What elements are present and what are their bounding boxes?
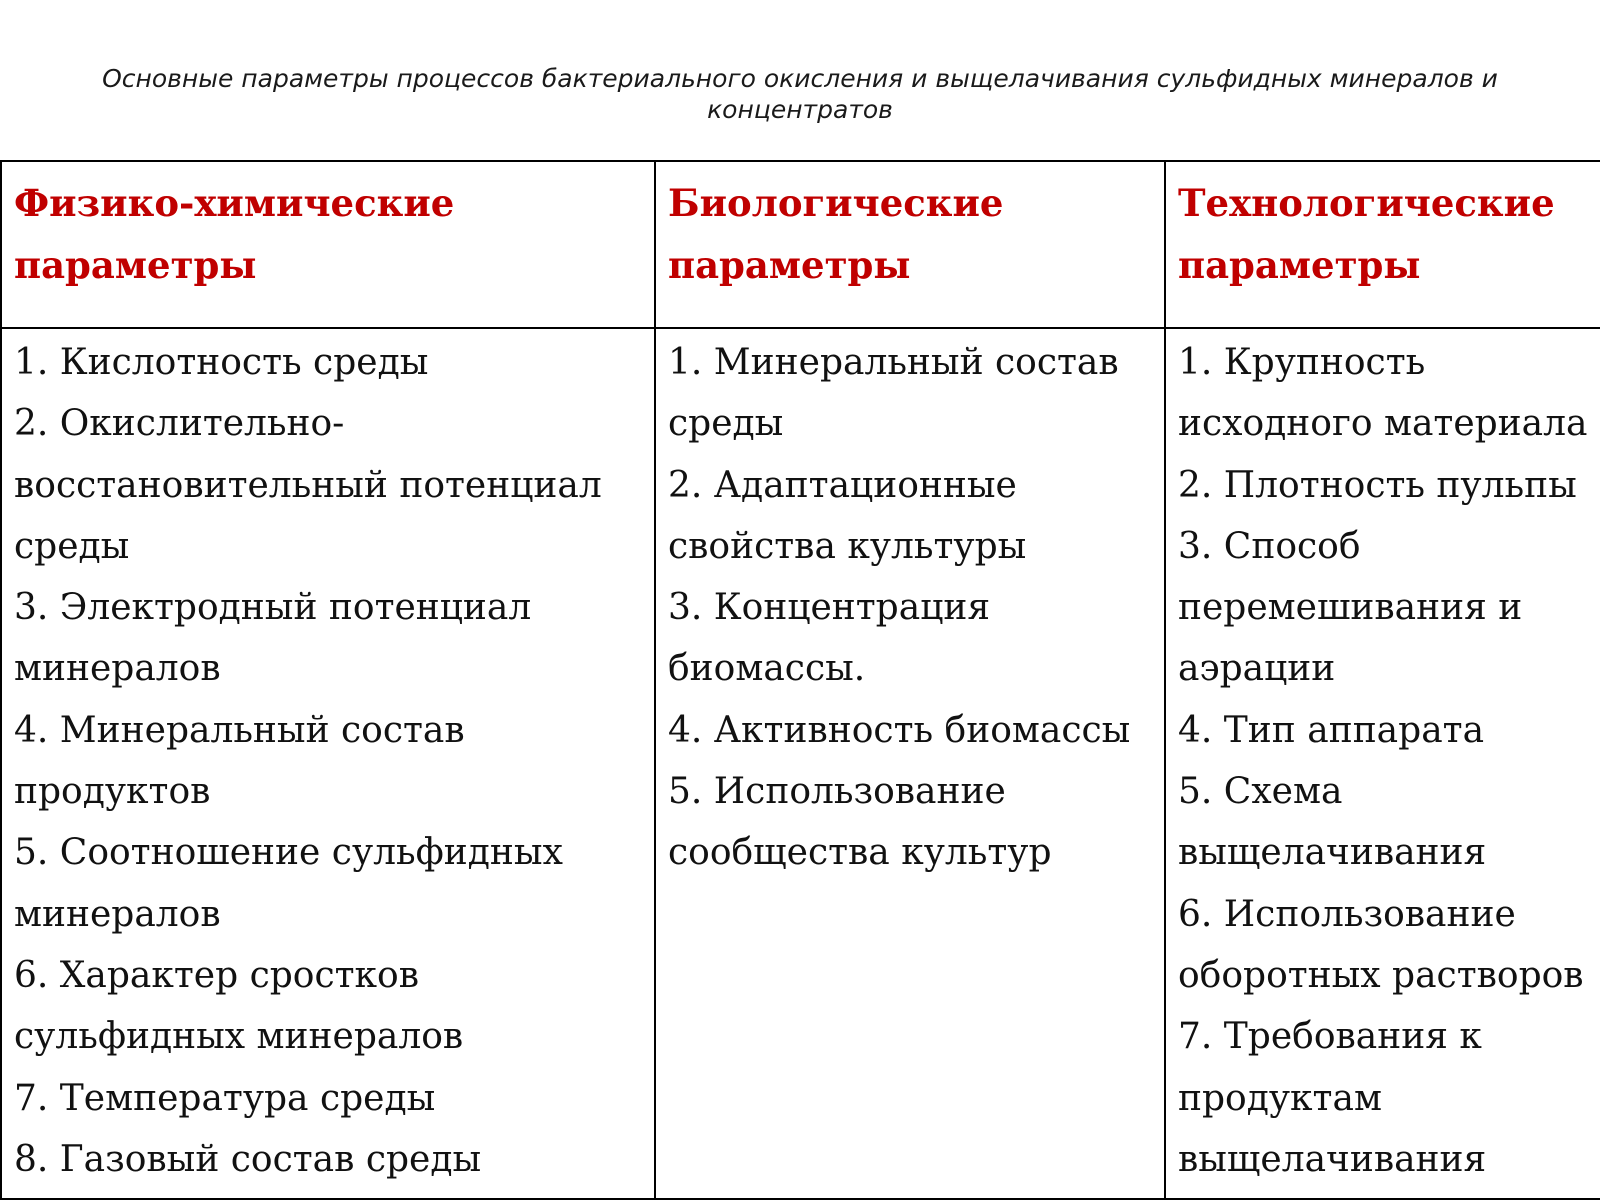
- page-title: Основные параметры процессов бактериального окисления и выщелачивания сульфидных минералов и концентратов: [102, 64, 1498, 124]
- header-label-line1: Физико-химические: [14, 181, 455, 225]
- list-item: 3. Способ перемешивания и аэрации: [1178, 525, 1523, 690]
- list-item: 7. Требования к продуктам выщелачивания: [1178, 1016, 1487, 1180]
- list-item: 1. Крупность исходного материала: [1178, 342, 1588, 445]
- list-item: 5. Схема выщелачивания: [1178, 771, 1487, 874]
- parameters-table: [0, 160, 1600, 1200]
- list-item: 1. Минеральный состав среды: [668, 342, 1119, 445]
- biological-list: [668, 332, 1154, 884]
- list-item: 3. Концентрация биомассы.: [668, 587, 991, 690]
- header-label-line2: параметры: [14, 243, 257, 287]
- header-label-line1: Биологические: [668, 181, 1004, 225]
- table-header-row: [1, 161, 1600, 328]
- header-physico-chemical: [1, 161, 655, 328]
- list-item: 5. Соотношение сульфидных минералов: [14, 832, 563, 935]
- header-label-line2: параметры: [668, 243, 911, 287]
- list-item: 8. Газовый состав среды: [14, 1138, 482, 1180]
- list-item: 2. Адаптационные свойства культуры: [668, 464, 1027, 567]
- technological-list: [1178, 332, 1590, 1190]
- header-label-line2: параметры: [1178, 243, 1421, 287]
- list-item: 4. Минеральный состав продуктов: [14, 709, 465, 813]
- header-technological: [1165, 161, 1600, 328]
- list-item: 6. Характер сростков сульфидных минералов: [14, 954, 464, 1058]
- list-item: 2. Плотность пульпы: [1178, 464, 1577, 506]
- physico-chemical-cell: [1, 328, 655, 1199]
- list-item: 4. Активность биомассы: [668, 709, 1131, 751]
- header-biological: [655, 161, 1165, 328]
- list-item: 2. Окислительно-восстановительный потенциал среды: [14, 403, 602, 567]
- header-label-line1: Технологические: [1178, 181, 1555, 225]
- list-item: 7. Температура среды: [14, 1077, 436, 1119]
- list-item: 4. Тип аппарата: [1178, 709, 1485, 751]
- physico-chemical-list: [14, 332, 644, 1190]
- technological-cell: [1165, 328, 1600, 1199]
- list-item: 6. Использование оборотных растворов: [1178, 893, 1584, 996]
- list-item: 5. Использование сообщества культур: [668, 771, 1052, 874]
- table-body-row: [1, 328, 1600, 1199]
- list-item: 3. Электродный потенциал минералов: [14, 587, 532, 690]
- biological-cell: [655, 328, 1165, 1199]
- list-item: 1. Кислотность среды: [14, 342, 429, 383]
